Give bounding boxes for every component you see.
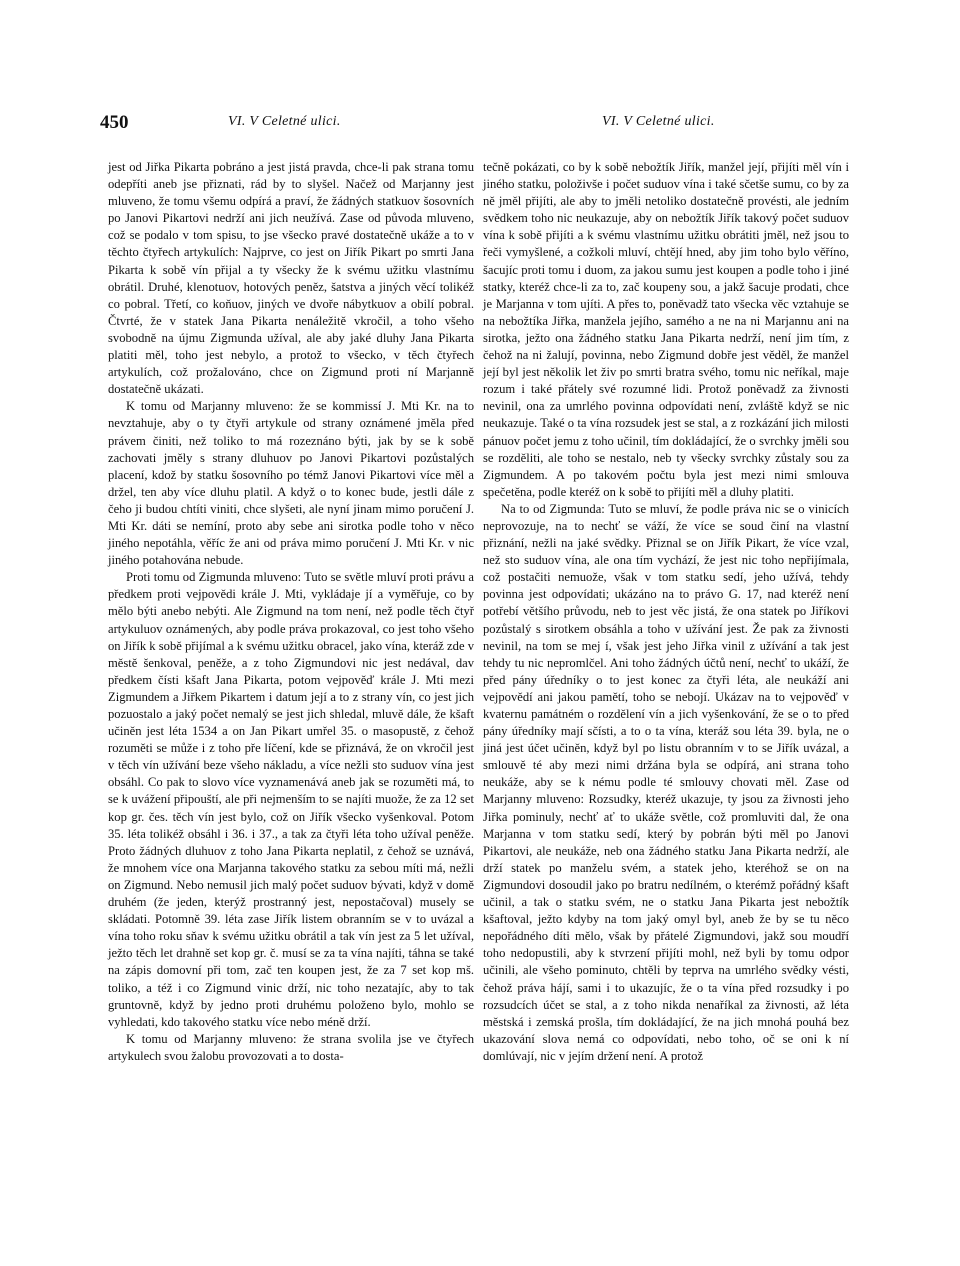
running-head-left: VI. V Celetné ulici.: [228, 114, 341, 129]
left-column: [108, 159, 474, 1065]
paragraph: jest od Jiřka Pikarta pobráno a jest jistá pravda, chce-li pak strana tomu odepříti aneb jse přiznati, rád by to slyšel. Načež od Marjanny jest mluveno, že tomu všemu odpírá a praví, že žádných statkuov šosovních po Janovi Pikartovi nedrží ani jich neužívá. Zase od původa mluveno, což se podalo v tom spisu, to jse všecko pravé dostatečně ukáže a to v těchto čtyřech artykulích: Najprve, co jest on Jiřík Pikart po smrti Jana Pikarta k sobě vín přijal a ty všecky že k svému užitku vlastnímu obrátil. Druhé, klenotuov, hotových peněz, šatstva a jiných věcí tolikéž co pobral. Třetí, co koňuov, jiných ve dvoře nábytkuov a obilí pobral. Čtvrté, že v statek Jana Pikarta nenáležitě vkročil, a toho všeho svobodně na újmu Zigmunda užíval, ale aby jaké dluhy Jana Pikarta platiti měl, toho jest nebylo, a protož to všecko, v těch čtyřech artykulích, což prožalováno, chce on Zigmund proti ní Marjanně dostatečně ukázati.: [108, 160, 474, 397]
page-number: 450: [100, 112, 129, 133]
right-column: [483, 159, 849, 1065]
paragraph: K tomu od Marjanny mluveno: že se kommissí J. Mti Kr. na to nevztahuje, aby o ty čtyři artykule od strany oznámené jměla před právem činiti, než toliko to má rozeznáno býti, jak by se k sobě zachovati jměly s strany dluhuov po Janovi Pikartovi pozůstalých placení, kdož by statku šosovního po témž Janovi Pikartovi více měl a držel, ten aby více dluhu platil. A když o to konec bude, jestli dále z čeho ji budou chtíti viniti, chce slyšeti, ale nyní jinam mimo poručení J. Mti Kr. dáti se nemíní, proto aby sebe ani sirotka podle toho v něco jiného nepotáhla, věříc že ani od práva mimo poručení J. Mti Kr. v nic jiného potahována nebude.: [108, 399, 474, 568]
paragraph: tečně pokázati, co by k sobě nebožtík Jiřík, manžel její, přijíti měl vín i jiného statku, položivše i počet suduov vína i také sčetše sumu, co by za ně jměl přijíti, ale aby to jměli netoliko dostatečně provésti, ale jedním svědkem toho nic neukazuje, aby on nebožtík Jiřík takový počet suduov vína k sobě přijíti a k svému vlastnímu užitku obrátiti jměl, než jsou to řeči vymyšlené, a cožkoli mluví, chtějí hned, aby jim toho bylo věříno, šacujíc proti tomu i duom, za jakou sumu jest koupen a podle toho i jiné statky, kteréž chce-li za to, zač koupeny sou, a jakž šacuje prodati, chce je Marjanna v tom ujíti. A přes to, poněvadž tato všecka věc vztahuje se na nebožtíka Jiřka, manžela jejího, samého a ne na ni Marjannu ani na sirotka, ježto ona žádného statku Jana Pikarta nedrží, není jim tím, z čehož na ni žalují, povinna, nebo Zigmund dobře jest věděl, že manžel její byl jest několik let živ po smrti bratra svého, tomu nic neříkal, maje rozum i také přátely své rozumné lidi. Protož poněvadž za živnosti nevinil, ona za umrlého povinna odpovídati není, zvláště když se nic neukazuje. Také o ta vína rozsudek jest se stal, a z rozkázání jich milosti pánuov počet jemu z toho učinil, tím dokládající, že o svrchky jměli sou se rozděliti, ale toho se nestalo, neb ty všecky svrchky zůstaly sou za Zigmundem. A po takovém počtu byla jest mezi nimi smlouva spečetěna, podle kteréž on k sobě to přijíti měl a dluhy platiti.: [483, 160, 849, 499]
running-head-right: VI. V Celetné ulici.: [602, 114, 715, 129]
paragraph: K tomu od Marjanny mluveno: že strana svolila jse ve čtyřech artykulech svou žalobu provozovati a to dosta-: [108, 1031, 474, 1063]
paragraph: Na to od Zigmunda: Tuto se mluví, že podle práva nic se o vinicích neprovozuje, na to nechť se váží, že více se soud činí na vlastní přiznání, nežli na jaké svědky. Přiznal se on Jiřík Pikart, že více vzal, než sto suduov vína, ale ona tím vychází, že jest nic toho nepřijímala, což postačiti nemuože, však v tom statku sedí, jeho užívá, tehdy povinna jest odpovídati; ukázáno na to právo G. 17, nad kteréž není potřebí většího průvodu, neb to jest věc jistá, že ona statek po Jiříkovi pozůstalý s sirotkem obsáhla a toho v užívání jest. Že pak za živnosti nevinil, na tom se mej í, však jest jeho Jiřka vinil z užívání a tak jest tehdy tu nic nepromlčel. Ani toho žádných účtů není, nechť to ukáží, že před pány úředníky o to jest konec za čtyři léta, ale neukáží ani vejpovědí ani jakou pamětí, toho se nebojí. Ukázav na to vejpověď v kvaternu památném o rozdělení vín a jich vyšenkování, že se o to před pány úředníky mají sčísti, a to o ta vína, kteráž sou léta 39. byla, ne o jiná jest účet učiněn, když byl po listu obranním v to se Jiřík uvázal, a smlouvě té aby mezi nimi držána byla se odpírá, ani strana toho neukáže, aby se k nému podle té smlouvy chovati měl. Zase od Marjanny mluveno: Rozsudky, kteréž ukazuje, ty jsou za živnosti jeho Jiřka pominuly, nechť ať to ukáže světle, což promluviti dal, že ona Marjanna v tom statku sedí, který by pobrán býti měl po Janovi Pikartovi, ale neukáže, neb ona žádného statku Jana Pikarta nedrží, ale drží statek po manželu svém, a statek jeho, kteréhož se on na Zigmundovi dosoudil jako po bratru nedílném, o kterémž pořádný kšaft učinil, a tak o statku svém, ne o statku Jana Pikarta jest nebožtík kšaftoval, ježto kdyby na tom jaký omyl byl, aneb že by se tu něco nepořádného díti mělo, však by přátelé Zigmundovi, jakž sou moudří toho nedopustili, aby k stvrzení přijíti mohl, než byli by tomu odpor učinili, ale všeho pominuto, chtěli by teprva na umrlého svědky vésti, čehož práva hájí, sami i to ukazujíc, že o ta vína před rozsudky i po rozsudcích účet se stal, a z toho nikda nenaříkal za živnosti, až léta městská i zemská prošla, tím dokládající, že na jich mnohá pouhá bez ukazování slova nemá co odpovídati, nebo toho, oč se oni k ní domlúvají, nic v jejím držení není. A protož: [483, 501, 849, 1063]
paragraph: Proti tomu od Zigmunda mluveno: Tuto se světle mluví proti právu a předkem proti vejpovědi krále J. Mti, vykládaje jí a vyměřuje, co by mělo býti anebo nebýti. Ale Zigmund na tom není, než podle těch čtyř artykuluov oznámených, aby podle práva prokazoval, co jest toho všeho on Jiřík k sobě přijímal a k svému užitku obracel, jako vína, kteráž zde v městě šenkoval, peněže, a z toho Zigmundovi nic jest nedával, dav předkem čísti kšaft Jana Pikarta, potom vejpověď krále J. Mti mezi Zigmundem a Jiřkem Pikartem i datum její a to z strany vín, co jest jich pozuostalo a jaký počet nemalý se jest jich shledal, mluvě dále, že kšaft učiněn jest léta 1534 a on Jan Pikart umřel 35. o masopustě, z čehož rozuměti se může i z toho pře líčení, kde se přiznává, že on vkročil jest v těch vín užívání beze všeho nákladu, a více nežli sto suduov vína jest obsáhl. Co pak to slovo více vyznamenává aneb jak se rozuměti má, to se k uvážení připouští, ale při nejmenším to se najíti muože, že za 12 set kop gr. čes. těch vín jest bylo, což on Jiřík všecko vyšenkoval. Potom 35. léta tolikéž obsáhl i 36. i 37., a tak za čtyři léta toho užíval peněže. Proto žádných dluhuov z toho Jana Pikarta neplatil, z čehož se uznává, že mnohem více ona Marjanna takového statku za sebou míti má, nežli on Zigmund. Nebo nemusil jich malý počet suduov bývati, když v domě druhém (že jeden, kterýž prostranný jest, nepostačoval) musely se skládati. Potomně 39. léta zase Jiřík listem obranním se v to uvázal a vína toho roku sňav k svému užitku obrátil a tak vín jest za 5 let užíval, ježto těch let drahně set kop gr. č. musí se za ta vína najíti, táhna se také na zápis domovní při tom, zač ten koupen jest, že za 7 set kop mš. toliko, a též i co Zigmund vinic drží, nic toho nezatajíc, aby to tak gruntovně, když by jedno proti druhému položeno bylo, mohlo se vyhledati, kdo takového statku více nebo méně drží.: [108, 570, 474, 1029]
